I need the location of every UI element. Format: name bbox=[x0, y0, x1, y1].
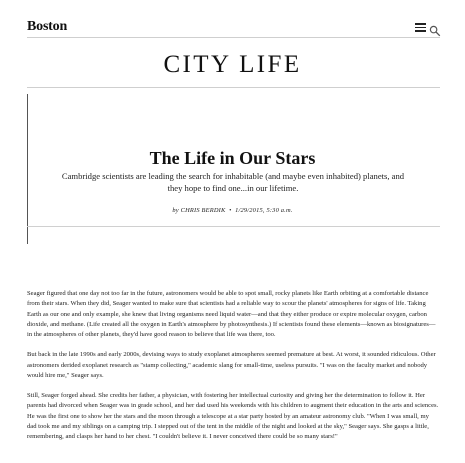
article-paragraph: But back in the late 1990s and early 2000s, devising ways to study exoplanet atmospheres seemed premature at best. At worst, it sounded ridiculous. Other astronomers derided exoplanet research as "stamp collecting," academic slang for small-time, useless pursuits. "I was on the faculty market and nobody would hire me," Seager says. bbox=[27, 351, 436, 379]
article-byline bbox=[0, 207, 465, 214]
hamburger-menu-icon[interactable] bbox=[415, 23, 426, 32]
article-body bbox=[27, 289, 440, 452]
article-dek: Cambridge scientists are leading the search for inhabitable (and maybe even inhabited) planets, and they hope to find one...in our lifetime. bbox=[61, 171, 405, 193]
byline-separator: • bbox=[229, 207, 232, 214]
article-title: The Life in Our Stars bbox=[149, 148, 316, 168]
byline-prefix: by bbox=[172, 207, 179, 214]
search-icon[interactable] bbox=[429, 22, 441, 34]
author-link[interactable]: CHRIS BERDIK bbox=[180, 207, 226, 214]
article-paragraph: Seager figured that one day not too far in the future, astronomers would be able to spot small, rocky planets like Earth orbiting at a comfortable distance from their stars. When they did, Seager wanted to make sure that scientists had a reliable way to scour the planets' atmospheres for signs of life. Taking Earth as our one and only example, she knew that living organisms need liquid water—and that they either produce or expire molecular oxygen, carbon dioxide, and methane. (Life created all the oxygen in Earth's atmosphere by photosynthesis.) If scientists found these elements—known as biosignatures—in the atmospheres of other planets, they'd have good reason to believe that life was there, too. bbox=[27, 290, 436, 339]
site-logo[interactable]: Boston bbox=[27, 19, 68, 34]
top-navigation-bar bbox=[0, 0, 465, 42]
article-paragraph: Still, Seager forged ahead. She credits her father, a physician, with fostering her intellectual curiosity and giving her the determination to follow it. Her parents had divorced when Seager was in grade school, and her dad used his weekends with his children to augment their education in the arts and sciences. He was the first one to show her the stars and the moon through a telescope at a star party hosted by an amateur astronomy club. "When I was small, my dad took me and my siblings on a camping trip. I stepped out of the tent in the middle of the night and looked at the sky," Seager says. She gasps a little, remembering, and clasps her hand to her chest. "I couldn't believe it. I never conceived there could be so many stars!" bbox=[27, 391, 439, 441]
header-bottom-divider bbox=[27, 226, 440, 227]
section-title[interactable]: CITY LIFE bbox=[163, 51, 302, 78]
article-header-box bbox=[27, 94, 440, 244]
publish-date: 1/29/2015, 5:30 a.m. bbox=[235, 207, 293, 214]
header-divider bbox=[27, 37, 440, 38]
section-divider bbox=[27, 87, 440, 88]
